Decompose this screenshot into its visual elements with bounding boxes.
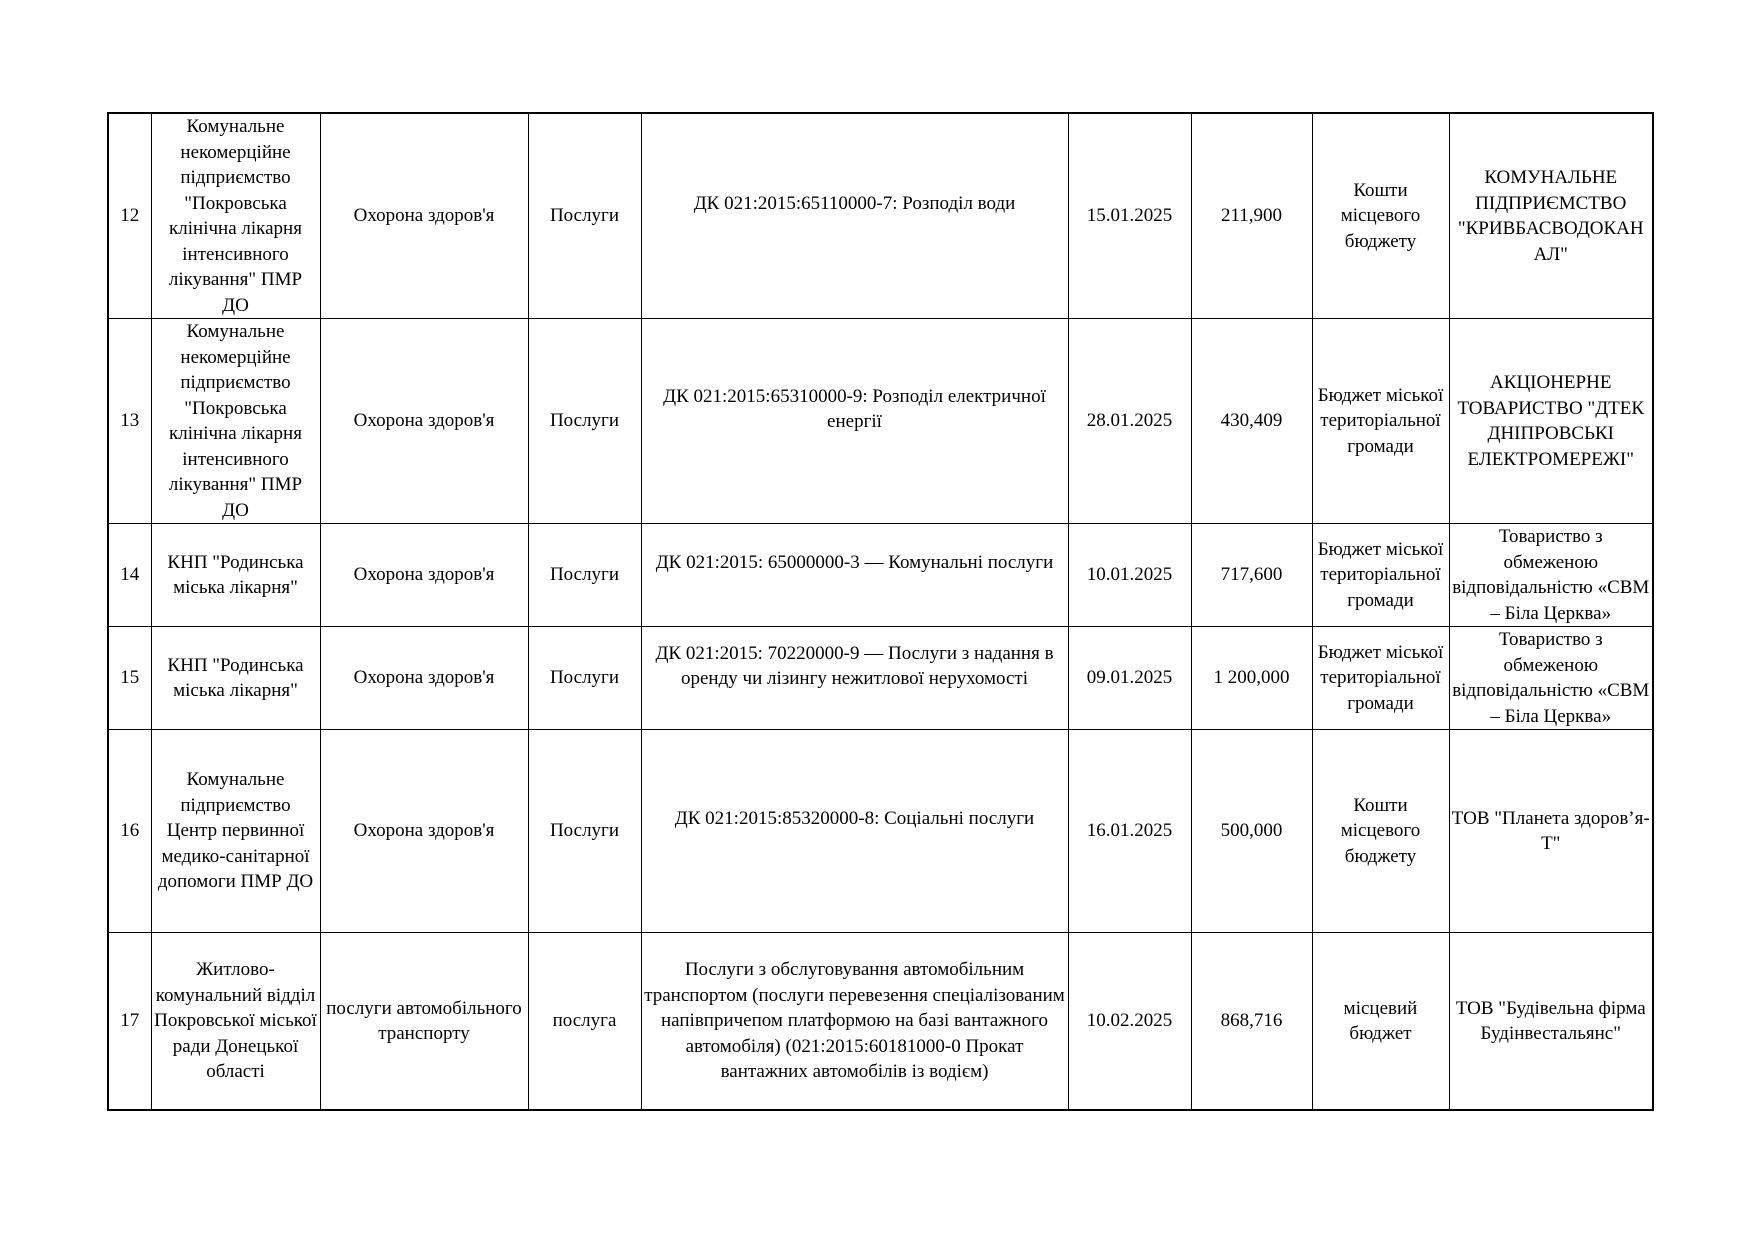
sector-cell: Охорона здоров'я — [320, 524, 528, 627]
date-cell: 09.01.2025 — [1068, 627, 1191, 730]
procurement-table — [107, 112, 1654, 1111]
amount-cell: 500,000 — [1191, 730, 1312, 933]
row-number: 13 — [108, 319, 151, 524]
subject-text: Послуги з обслуговування автомобільним транспортом (послуги перевезення спеціалізованим напівпричепом платформою на базі вантажного автомобіля) (021:2015:60181000-0 Прокат вантажних автомобілів із водієм) — [644, 959, 1065, 1083]
subject-text: ДК 021:2015:85320000-8: Соціальні послуги — [674, 808, 1035, 830]
procurement-type-cell: Послуги — [528, 627, 641, 730]
subject-text: ДК 021:2015:65310000-9: Розподіл електричної енергії — [663, 385, 1046, 432]
supplier-cell: КОМУНАЛЬНЕ ПІДПРИЄМСТВО "КРИВБАСВОДОКАН АЛ" — [1449, 113, 1653, 319]
funding-source-cell: місцевий бюджет — [1312, 933, 1449, 1111]
funding-source-cell: Бюджет міської територіальної громади — [1312, 319, 1449, 524]
supplier-cell: ТОВ "Планета здоров’я-Т" — [1449, 730, 1653, 933]
customer-cell: Комунальне некомерційне підприємство "Покровська клінічна лікарня інтенсивного лікування" ПМР ДО — [151, 319, 320, 524]
row-number: 15 — [108, 627, 151, 730]
table-row — [108, 113, 1653, 319]
procurement-type-cell: Послуги — [528, 319, 641, 524]
row-number: 17 — [108, 933, 151, 1111]
subject-text: ДК 021:2015: 65000000-3 — Комунальні послуги — [655, 552, 1054, 574]
funding-source-cell: Кошти місцевого бюджету — [1312, 730, 1449, 933]
date-cell: 10.01.2025 — [1068, 524, 1191, 627]
procurement-type-cell: Послуги — [528, 113, 641, 319]
amount-cell: 1 200,000 — [1191, 627, 1312, 730]
date-cell: 16.01.2025 — [1068, 730, 1191, 933]
customer-cell: Житлово-комунальний відділ Покровської міської ради Донецької області — [151, 933, 320, 1111]
date-cell: 15.01.2025 — [1068, 113, 1191, 319]
customer-cell: Комунальне підприємство Центр первинної медико-санітарної допомоги ПМР ДО — [151, 730, 320, 933]
customer-cell: КНП "Родинська міська лікарня" — [151, 524, 320, 627]
subject-cell — [641, 113, 1068, 319]
amount-cell: 868,716 — [1191, 933, 1312, 1111]
subject-cell — [641, 524, 1068, 627]
amount-cell: 211,900 — [1191, 113, 1312, 319]
subject-text: ДК 021:2015:65110000-7: Розподіл води — [693, 193, 1016, 215]
amount-cell: 717,600 — [1191, 524, 1312, 627]
row-number: 12 — [108, 113, 151, 319]
supplier-cell: Товариство з обмеженою відповідальністю «СВМ – Біла Церква» — [1449, 627, 1653, 730]
amount-cell: 430,409 — [1191, 319, 1312, 524]
funding-source-cell: Бюджет міської територіальної громади — [1312, 524, 1449, 627]
sector-cell: Охорона здоров'я — [320, 627, 528, 730]
sector-cell: Охорона здоров'я — [320, 319, 528, 524]
subject-text: ДК 021:2015: 70220000-9 — Послуги з надання в оренду чи лізингу нежитлової нерухомості — [655, 642, 1054, 689]
sector-cell: Охорона здоров'я — [320, 730, 528, 933]
subject-cell — [641, 933, 1068, 1111]
table-row — [108, 933, 1653, 1111]
procurement-type-cell: послуга — [528, 933, 641, 1111]
subject-cell — [641, 730, 1068, 933]
row-number: 16 — [108, 730, 151, 933]
sector-cell: Охорона здоров'я — [320, 113, 528, 319]
row-number: 14 — [108, 524, 151, 627]
customer-cell: КНП "Родинська міська лікарня" — [151, 627, 320, 730]
subject-cell — [641, 627, 1068, 730]
table-row — [108, 730, 1653, 933]
procurement-type-cell: Послуги — [528, 730, 641, 933]
supplier-cell: АКЦІОНЕРНЕ ТОВАРИСТВО "ДТЕК ДНІПРОВСЬКІ ЕЛЕКТРОМЕРЕЖІ" — [1449, 319, 1653, 524]
sector-cell: послуги автомобільного транспорту — [320, 933, 528, 1111]
date-cell: 28.01.2025 — [1068, 319, 1191, 524]
funding-source-cell: Бюджет міської територіальної громади — [1312, 627, 1449, 730]
table-row — [108, 524, 1653, 627]
supplier-cell: Товариство з обмеженою відповідальністю «СВМ – Біла Церква» — [1449, 524, 1653, 627]
funding-source-cell: Кошти місцевого бюджету — [1312, 113, 1449, 319]
table-row — [108, 319, 1653, 524]
date-cell: 10.02.2025 — [1068, 933, 1191, 1111]
table-row — [108, 627, 1653, 730]
subject-cell — [641, 319, 1068, 524]
supplier-cell: ТОВ "Будівельна фірма Будінвестальянс" — [1449, 933, 1653, 1111]
customer-cell: Комунальне некомерційне підприємство "Покровська клінічна лікарня інтенсивного лікування" ПМР ДО — [151, 113, 320, 319]
procurement-type-cell: Послуги — [528, 524, 641, 627]
